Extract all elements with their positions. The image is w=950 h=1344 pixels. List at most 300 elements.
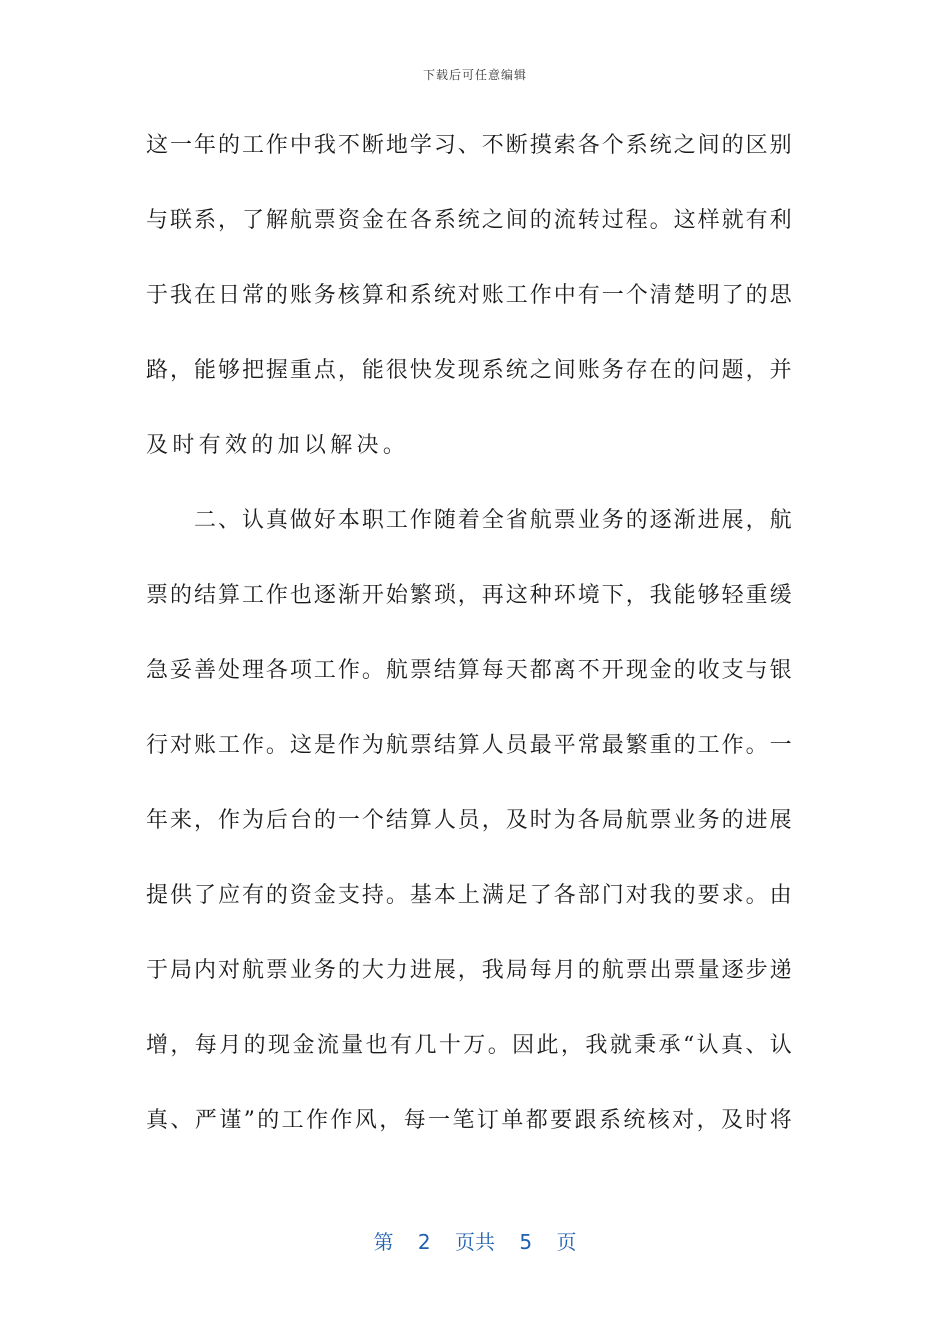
text-char: 求 (721, 883, 744, 908)
text-char: 作 (721, 733, 744, 758)
text-char: 解 (330, 433, 353, 458)
text-char: 了 (193, 883, 216, 908)
text-line (146, 953, 792, 1028)
text-char: 作 (409, 508, 432, 533)
text-char: 间 (553, 358, 576, 383)
text-char: 部 (577, 883, 600, 908)
text-char: 作 (241, 733, 264, 758)
text-char: 之 (481, 208, 504, 233)
text-char: 月 (219, 1033, 242, 1058)
text-char: 增 (146, 1033, 169, 1058)
text-char: 十 (438, 1033, 461, 1058)
text-char: 重 (649, 733, 672, 758)
text-char: 真 (720, 1033, 743, 1058)
text-char: 对 (672, 1108, 695, 1133)
text-line (146, 128, 792, 203)
text-char: 以 (303, 433, 326, 458)
text-char: 始 (385, 583, 408, 608)
text-char: 理 (241, 658, 264, 683)
text-char: 现 (457, 358, 480, 383)
text-char: 再 (481, 583, 504, 608)
text-char: 认 (696, 1033, 719, 1058)
text-char: 为 (241, 808, 264, 833)
text-char: 票 (409, 733, 432, 758)
text-char: ， (169, 358, 192, 383)
text-char: 就 (721, 208, 744, 233)
text-char: 及 (146, 433, 169, 458)
text-char: 随 (433, 508, 456, 533)
text-char: 也 (289, 583, 312, 608)
text-char: 系 (481, 358, 504, 383)
text-char: 工 (217, 733, 240, 758)
text-char (146, 503, 168, 539)
text-char: 行 (146, 733, 169, 758)
text-char: 轻 (721, 583, 744, 608)
text-char: 的 (257, 1108, 280, 1133)
text-char: 单 (501, 1108, 524, 1133)
text-char: 务 (601, 508, 624, 533)
text-char: 快 (409, 358, 432, 383)
text-char: 此 (536, 1033, 559, 1058)
text-char: 有 (390, 1033, 413, 1058)
text-char: 、 (457, 133, 480, 158)
text-line (146, 578, 792, 653)
text-char: 区 (745, 133, 768, 158)
text-char: 的 (251, 433, 274, 458)
text-char: 我 (585, 1033, 608, 1058)
text-char: 算 (409, 808, 432, 833)
text-char: 工 (385, 508, 408, 533)
header-note: 下载后可任意编辑 (422, 68, 527, 82)
text-char: 作 (265, 133, 288, 158)
text-line (146, 503, 792, 578)
text-char: ， (560, 1033, 583, 1058)
text-line (146, 278, 792, 353)
text-char: 作 (306, 1108, 329, 1133)
text-char: 解 (265, 208, 288, 233)
text-char: 时 (745, 1108, 768, 1133)
text-char: 项 (289, 658, 312, 683)
text-char: 作 (217, 808, 240, 833)
text-char: 有 (577, 283, 600, 308)
text-line (146, 803, 792, 878)
text-char: 、 (745, 1033, 768, 1058)
text-char: ” (243, 1108, 255, 1133)
text-char: 展 (769, 808, 792, 833)
text-char: 明 (697, 283, 720, 308)
text-char: 。 (745, 883, 768, 908)
text-char: 最 (601, 733, 624, 758)
text-char: 现 (268, 1033, 291, 1058)
text-char: 账 (289, 283, 312, 308)
text-char: 握 (265, 358, 288, 383)
text-char: ， (625, 583, 648, 608)
text-line (146, 728, 792, 803)
text-char: 账 (481, 283, 504, 308)
text-char: 的 (745, 283, 768, 308)
text-char: 月 (553, 958, 576, 983)
text-char: 了 (241, 208, 264, 233)
text-char: 出 (649, 958, 672, 983)
text-char: 系 (598, 1108, 621, 1133)
text-char: 金 (292, 1033, 315, 1058)
text-char: 真 (146, 1108, 169, 1133)
text-char: 缓 (769, 583, 792, 608)
text-char: 这 (673, 208, 696, 233)
text-char: 联 (169, 208, 192, 233)
text-char: 平 (553, 733, 576, 758)
text-char: 将 (769, 1108, 792, 1133)
text-char: 力 (385, 958, 408, 983)
text-char: 由 (769, 883, 792, 908)
text-char: 的 (169, 583, 192, 608)
text-char: 递 (769, 958, 792, 983)
text-line (146, 1028, 792, 1103)
text-char: 别 (769, 133, 792, 158)
text-char: 银 (769, 658, 792, 683)
text-char: 足 (505, 883, 528, 908)
text-char: 常 (577, 733, 600, 758)
document-body (146, 128, 792, 1178)
total-pages-number: 5 (519, 1230, 533, 1254)
text-char: 程 (625, 208, 648, 233)
text-char: 问 (697, 358, 720, 383)
text-char: 工 (505, 283, 528, 308)
text-char: ， (745, 508, 768, 533)
text-char: 年 (146, 808, 169, 833)
text-char: 票 (265, 958, 288, 983)
text-char: 繁 (409, 583, 432, 608)
text-char: 有 (198, 433, 221, 458)
text-char: 于 (146, 958, 169, 983)
text-char: 与 (745, 658, 768, 683)
text-line (146, 1103, 792, 1178)
text-line (146, 878, 792, 953)
text-char: 中 (553, 283, 576, 308)
text-char: 业 (289, 958, 312, 983)
text-char: 台 (289, 808, 312, 833)
text-char: 断 (505, 133, 528, 158)
text-char: 对 (217, 958, 240, 983)
text-char: 局 (169, 958, 192, 983)
text-char: 账 (577, 358, 600, 383)
text-char: 存 (625, 358, 648, 383)
text-char: 及 (720, 1108, 743, 1133)
text-char: 进 (745, 808, 768, 833)
text-char: 的 (577, 958, 600, 983)
text-char: 。 (265, 733, 288, 758)
text-char: 常 (241, 283, 264, 308)
text-char: 支 (721, 658, 744, 683)
text-char: 的 (625, 508, 648, 533)
text-char: ， (457, 958, 480, 983)
text-line (146, 203, 792, 278)
text-char: 楚 (673, 283, 696, 308)
text-char: 风 (354, 1108, 377, 1133)
text-char: 处 (217, 658, 240, 683)
text-char: 资 (289, 883, 312, 908)
text-char: 航 (625, 808, 648, 833)
text-char: 结 (385, 808, 408, 833)
text-char: 收 (697, 658, 720, 683)
text-char: 于 (146, 283, 169, 308)
text-char: 二 (193, 508, 216, 533)
text-char: 员 (457, 808, 480, 833)
text-char: 作 (265, 583, 288, 608)
text-char: 在 (193, 283, 216, 308)
text-char: 的 (265, 883, 288, 908)
text-char: 清 (649, 283, 672, 308)
text-char: 急 (146, 658, 169, 683)
text-char: 把 (241, 358, 264, 383)
text-char: 最 (529, 733, 552, 758)
text-char: 支 (337, 883, 360, 908)
text-char: 作 (529, 283, 552, 308)
text-char: 就 (609, 1033, 632, 1058)
text-char: 资 (337, 208, 360, 233)
text-char: 做 (289, 508, 312, 533)
text-char: 业 (577, 508, 600, 533)
text-char: 因 (512, 1033, 535, 1058)
text-char: 间 (697, 133, 720, 158)
text-char: 票 (553, 508, 576, 533)
text-char: 的 (337, 958, 360, 983)
text-char: 了 (721, 283, 744, 308)
text-char: 的 (673, 358, 696, 383)
text-char: 日 (217, 283, 240, 308)
text-char: 琐 (433, 583, 456, 608)
text-char: 好 (313, 508, 336, 533)
text-char: 承 (658, 1033, 681, 1058)
text-char: 也 (365, 1033, 388, 1058)
text-char: 的 (673, 658, 696, 683)
text-char: 务 (313, 283, 336, 308)
text-char: 。 (382, 433, 405, 458)
text-char: 为 (553, 808, 576, 833)
text-char: 局 (601, 808, 624, 833)
text-char: 票 (673, 958, 696, 983)
text-char: ， (745, 358, 768, 383)
text-char: 量 (697, 958, 720, 983)
text-char: 各 (553, 883, 576, 908)
text-char: 账 (193, 733, 216, 758)
text-char: 后 (265, 808, 288, 833)
text-char: 满 (481, 883, 504, 908)
text-char: 利 (769, 208, 792, 233)
text-char: 上 (457, 883, 480, 908)
text-char: 航 (385, 658, 408, 683)
page-label-suffix: 页 (556, 1230, 577, 1254)
text-char: 人 (433, 808, 456, 833)
text-char: 重 (289, 358, 312, 383)
text-char: 时 (172, 433, 195, 458)
text-char: 务 (313, 958, 336, 983)
text-char: 个 (625, 283, 648, 308)
text-char: 全 (481, 508, 504, 533)
text-char: 要 (697, 883, 720, 908)
text-char: 一 (428, 1108, 451, 1133)
text-char: 各 (577, 808, 600, 833)
text-char: 加 (277, 433, 300, 458)
text-char: 系 (193, 208, 216, 233)
text-char: 渐 (337, 583, 360, 608)
text-line (146, 428, 792, 503)
text-char: 一 (601, 283, 624, 308)
text-char: 航 (385, 733, 408, 758)
text-char: 。 (745, 733, 768, 758)
text-char: 持 (361, 883, 384, 908)
text-char: 工 (281, 1108, 304, 1133)
text-char: 作 (337, 733, 360, 758)
text-char: 地 (385, 133, 408, 158)
text-char: 善 (193, 658, 216, 683)
text-char: ， (337, 358, 360, 383)
text-char: 能 (361, 358, 384, 383)
text-char: 工 (313, 658, 336, 683)
text-char: 的 (243, 1033, 266, 1058)
text-char: 票 (625, 958, 648, 983)
text-char: 对 (625, 883, 648, 908)
text-char: 中 (289, 133, 312, 158)
text-char: ， (217, 208, 240, 233)
text-char: 决 (356, 433, 379, 458)
text-char: 职 (361, 508, 384, 533)
text-char: 一 (337, 808, 360, 833)
text-char: 逐 (313, 583, 336, 608)
text-char: 统 (505, 358, 528, 383)
text-char: 逐 (721, 958, 744, 983)
text-char: 习 (433, 133, 456, 158)
text-char: 都 (529, 658, 552, 683)
text-char: 订 (476, 1108, 499, 1133)
text-char: 核 (647, 1108, 670, 1133)
text-char: 的 (673, 883, 696, 908)
text-char: ， (170, 1033, 193, 1058)
text-char: 统 (623, 1108, 646, 1133)
text-char: 种 (529, 583, 552, 608)
text-char: 工 (697, 733, 720, 758)
text-char: 个 (361, 808, 384, 833)
text-char: 我 (313, 133, 336, 158)
page-label-middle: 页共 (455, 1230, 495, 1254)
text-char: 内 (193, 958, 216, 983)
text-char: 样 (697, 208, 720, 233)
text-char: 及 (505, 808, 528, 833)
text-char: 算 (217, 583, 240, 608)
text-char: 认 (241, 508, 264, 533)
text-char: 秉 (634, 1033, 657, 1058)
text-char: 票 (649, 808, 672, 833)
text-char: 这 (505, 583, 528, 608)
text-char: 的 (265, 283, 288, 308)
text-char: 之 (673, 133, 696, 158)
text-char: 之 (529, 358, 552, 383)
text-char: ， (457, 583, 480, 608)
text-char: 是 (313, 733, 336, 758)
text-char: 不 (481, 133, 504, 158)
text-char: 离 (553, 658, 576, 683)
text-char: 万 (463, 1033, 486, 1058)
text-char: 年 (193, 133, 216, 158)
text-char: 间 (505, 208, 528, 233)
text-char: 繁 (625, 733, 648, 758)
text-char: 开 (361, 583, 384, 608)
text-char: 。 (487, 1033, 510, 1058)
text-char: 在 (385, 208, 408, 233)
text-char: 渐 (673, 508, 696, 533)
page-number-footer (0, 1226, 950, 1255)
text-char: 提 (146, 883, 169, 908)
text-char: 结 (193, 583, 216, 608)
text-char: 并 (769, 358, 792, 383)
text-char: 航 (769, 508, 792, 533)
text-char: 算 (457, 733, 480, 758)
text-char: 省 (505, 508, 528, 533)
text-char: 着 (457, 508, 480, 533)
text-char: 要 (550, 1108, 573, 1133)
text-char: 航 (289, 208, 312, 233)
text-char: 的 (721, 808, 744, 833)
text-char: 每 (529, 958, 552, 983)
text-char: 我 (649, 583, 672, 608)
text-char: 算 (361, 283, 384, 308)
text-char: 每 (194, 1033, 217, 1058)
text-char: 务 (601, 358, 624, 383)
text-char: 的 (529, 208, 552, 233)
text-char: ， (193, 808, 216, 833)
text-char: 环 (553, 583, 576, 608)
text-char: 发 (433, 358, 456, 383)
text-char: “ (682, 1033, 695, 1058)
text-char: 路 (146, 358, 169, 383)
text-char: 量 (341, 1033, 364, 1058)
text-char: 严 (194, 1108, 217, 1133)
text-char: 境 (577, 583, 600, 608)
text-char: 的 (673, 733, 696, 758)
text-char: 笔 (452, 1108, 475, 1133)
text-char: 作 (330, 1108, 353, 1133)
text-char: 的 (217, 133, 240, 158)
text-char: 统 (433, 283, 456, 308)
text-char: 作 (337, 658, 360, 683)
text-char: 下 (601, 583, 624, 608)
text-line (146, 353, 792, 428)
text-char: 流 (553, 208, 576, 233)
text-char: 务 (697, 808, 720, 833)
text-char: 门 (601, 883, 624, 908)
text-char: 个 (601, 133, 624, 158)
text-char: 系 (625, 133, 648, 158)
text-char: 。 (385, 883, 408, 908)
text-char: 为 (361, 733, 384, 758)
text-char: 。 (361, 658, 384, 683)
text-char: 转 (577, 208, 600, 233)
text-char: 流 (316, 1033, 339, 1058)
text-char: 对 (169, 733, 192, 758)
text-char: 这 (146, 133, 169, 158)
text-char: 统 (457, 208, 480, 233)
text-char: 和 (385, 283, 408, 308)
text-char: 本 (433, 883, 456, 908)
text-char: 逐 (649, 508, 672, 533)
text-char: 跟 (574, 1108, 597, 1133)
text-char: 与 (146, 208, 169, 233)
text-char: 金 (649, 658, 672, 683)
text-char: 人 (481, 733, 504, 758)
text-char: 结 (433, 658, 456, 683)
text-char: 统 (649, 133, 672, 158)
text-char: ， (481, 808, 504, 833)
